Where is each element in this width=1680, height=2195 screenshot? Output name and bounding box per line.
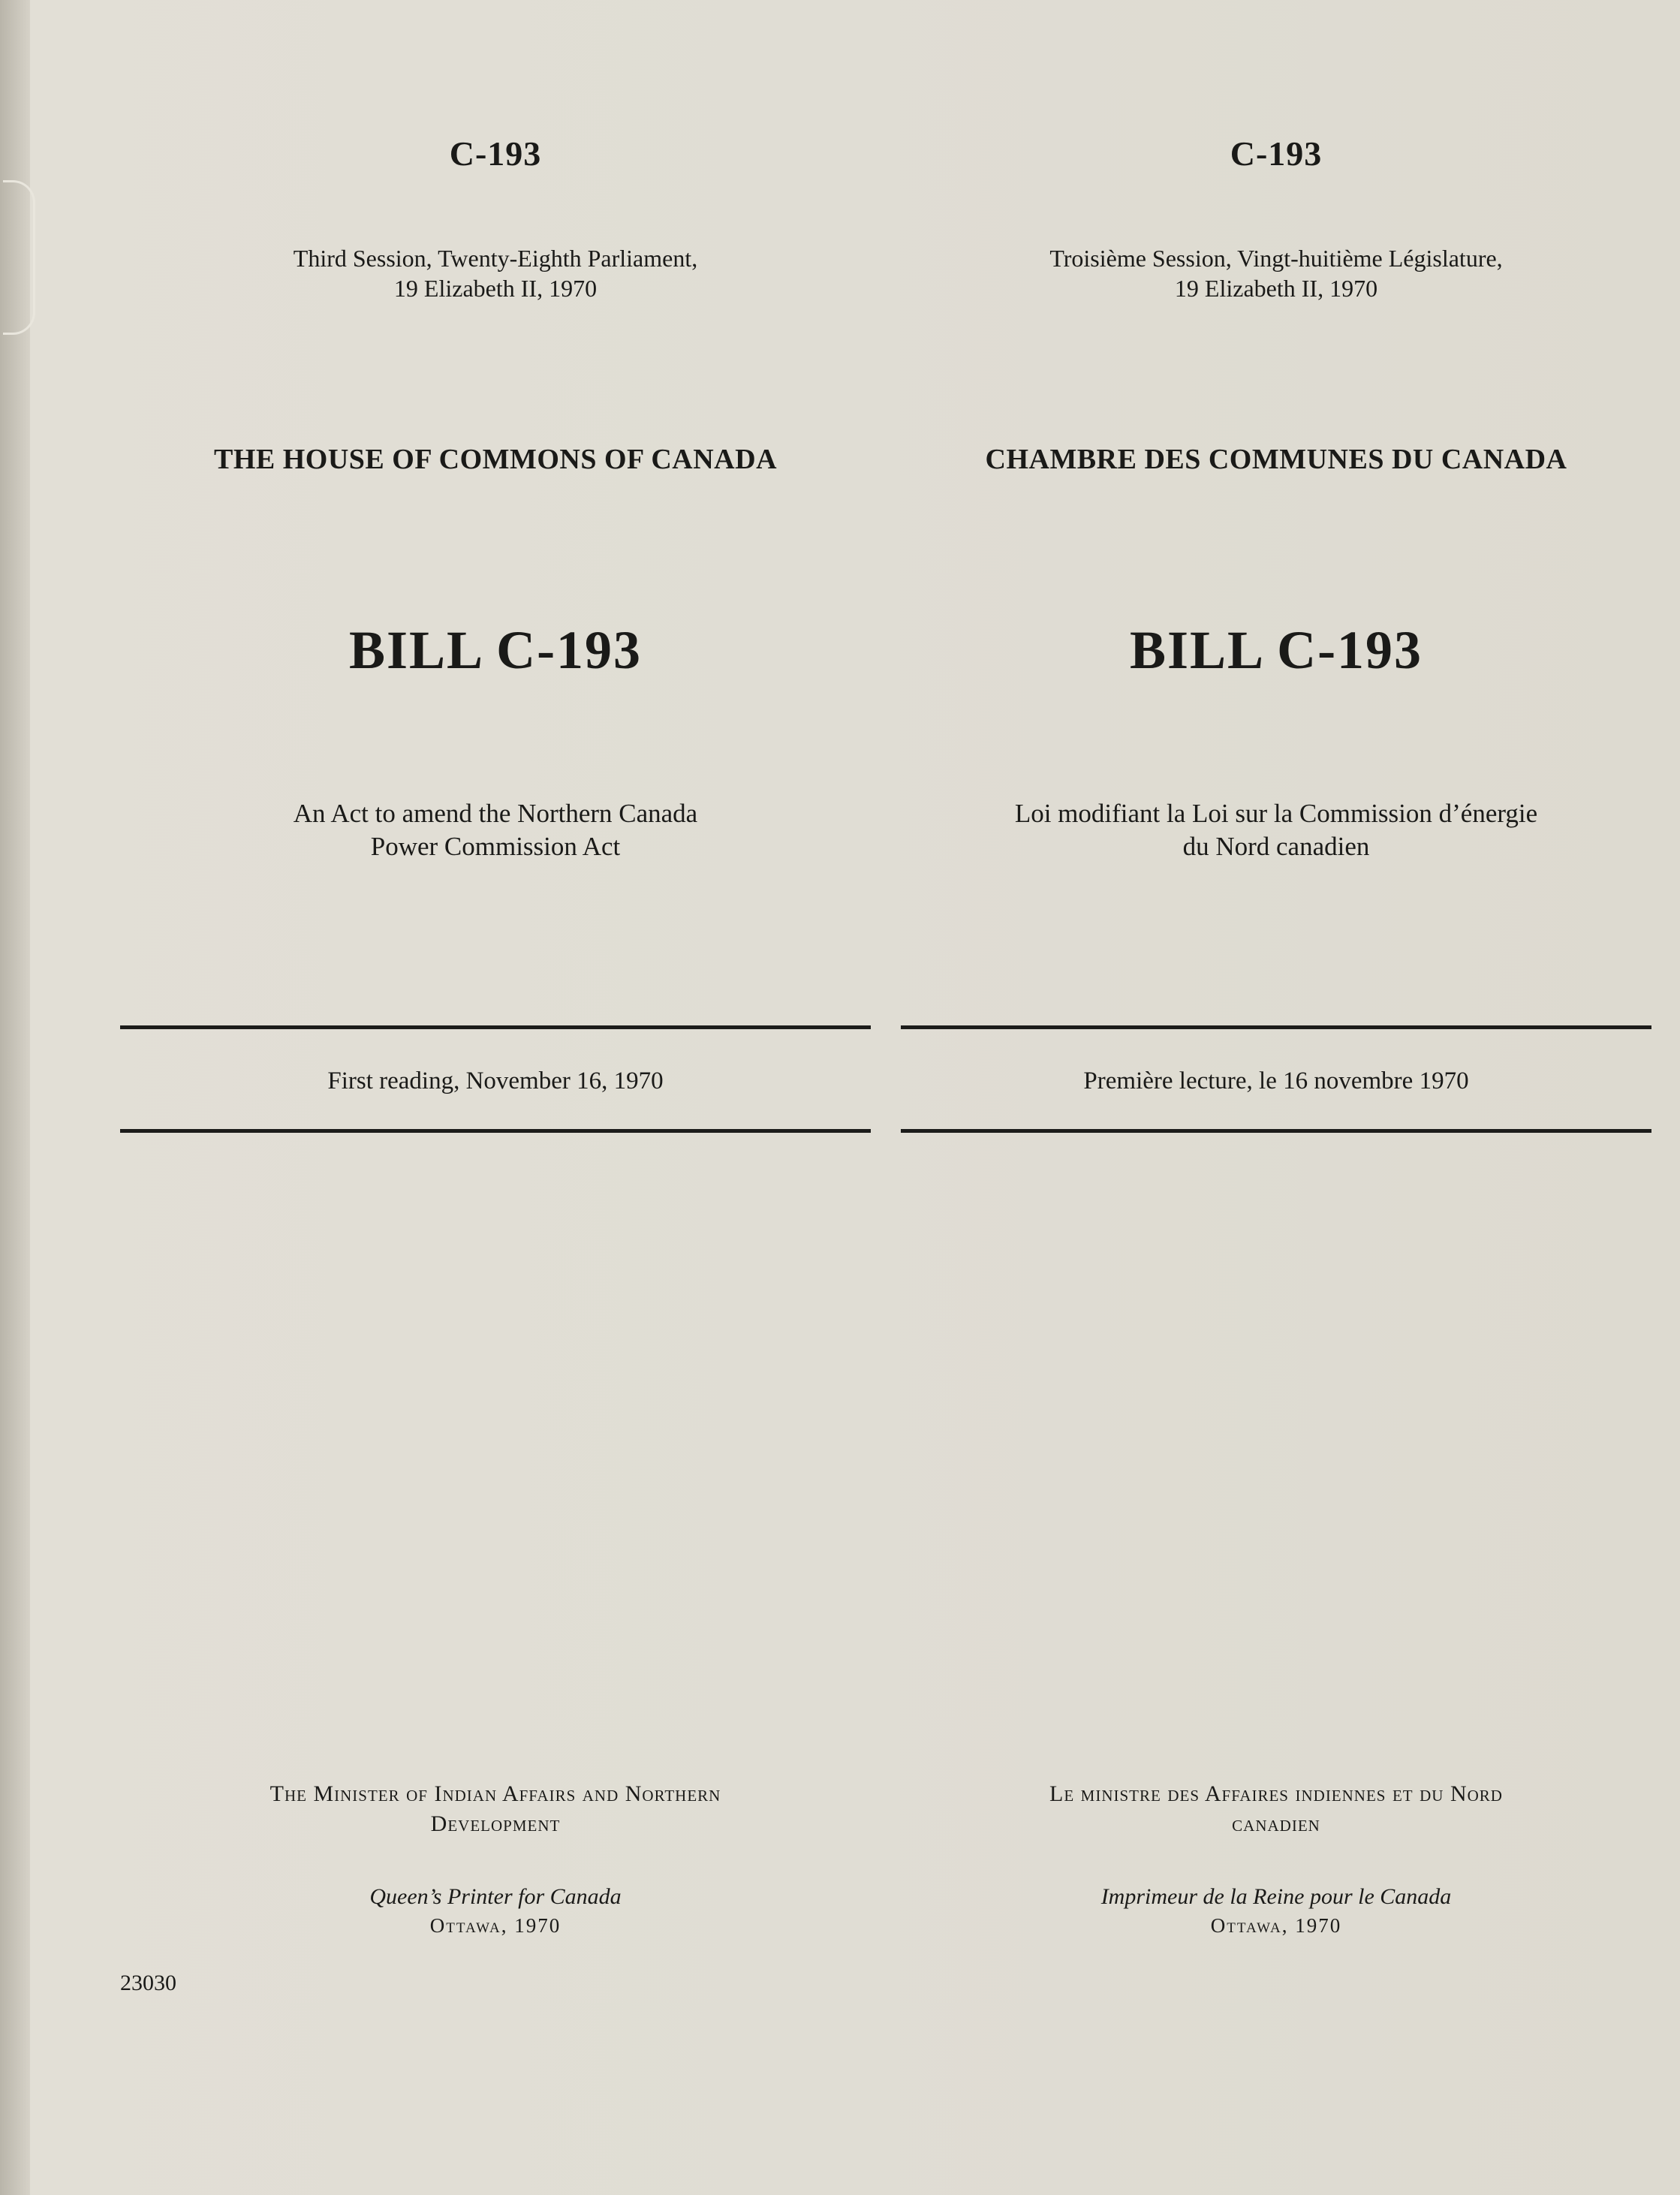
- french-column: [901, 0, 1651, 2195]
- first-reading-date: Première lecture, le 16 novembre 1970: [1083, 1067, 1469, 1094]
- act-title-line-1: An Act to amend the Northern Canada: [293, 799, 698, 828]
- act-title-line-2: du Nord canadien: [1182, 832, 1370, 861]
- printer-name: Queen’s Printer for Canada: [369, 1884, 622, 1909]
- binding-thread-icon: [3, 180, 35, 335]
- bottom-rule: [901, 1129, 1651, 1133]
- top-rule: [120, 1025, 871, 1029]
- minister-line-2: Development: [430, 1811, 561, 1836]
- first-reading-date: First reading, November 16, 1970: [327, 1067, 664, 1094]
- act-title-line-1: Loi modifiant la Loi sur la Commission d’énergie: [1014, 799, 1538, 828]
- house-title: CHAMBRE DES COMMUNES DU CANADA: [985, 444, 1567, 475]
- bill-number-header: C-193: [1230, 134, 1323, 173]
- session-line-2: 19 Elizabeth II, 1970: [1174, 275, 1378, 302]
- bill-title: BILL C-193: [1129, 620, 1423, 680]
- top-rule: [901, 1025, 1651, 1029]
- house-title: THE HOUSE OF COMMONS OF CANADA: [213, 444, 778, 475]
- document-code: 23030: [120, 1971, 176, 1995]
- english-column: [120, 0, 871, 2195]
- session-line-2: 19 Elizabeth II, 1970: [393, 275, 598, 302]
- printer-city: Ottawa, 1970: [429, 1914, 562, 1937]
- minister-line-1: The Minister of Indian Affairs and Northern: [269, 1781, 721, 1806]
- session-line-1: Troisième Session, Vingt-huitième Législature,: [1049, 245, 1503, 272]
- bill-title: BILL C-193: [348, 620, 643, 680]
- act-title-line-2: Power Commission Act: [370, 832, 621, 861]
- printer-city: Ottawa, 1970: [1210, 1914, 1342, 1937]
- bill-number-header: C-193: [449, 134, 542, 173]
- bottom-rule: [120, 1129, 871, 1133]
- printer-name: Imprimeur de la Reine pour le Canada: [1100, 1884, 1452, 1909]
- minister-line-1: Le ministre des Affaires indiennes et du Nord: [1049, 1781, 1503, 1806]
- minister-line-2: canadien: [1232, 1811, 1320, 1836]
- session-line-1: Third Session, Twenty-Eighth Parliament,: [293, 245, 698, 272]
